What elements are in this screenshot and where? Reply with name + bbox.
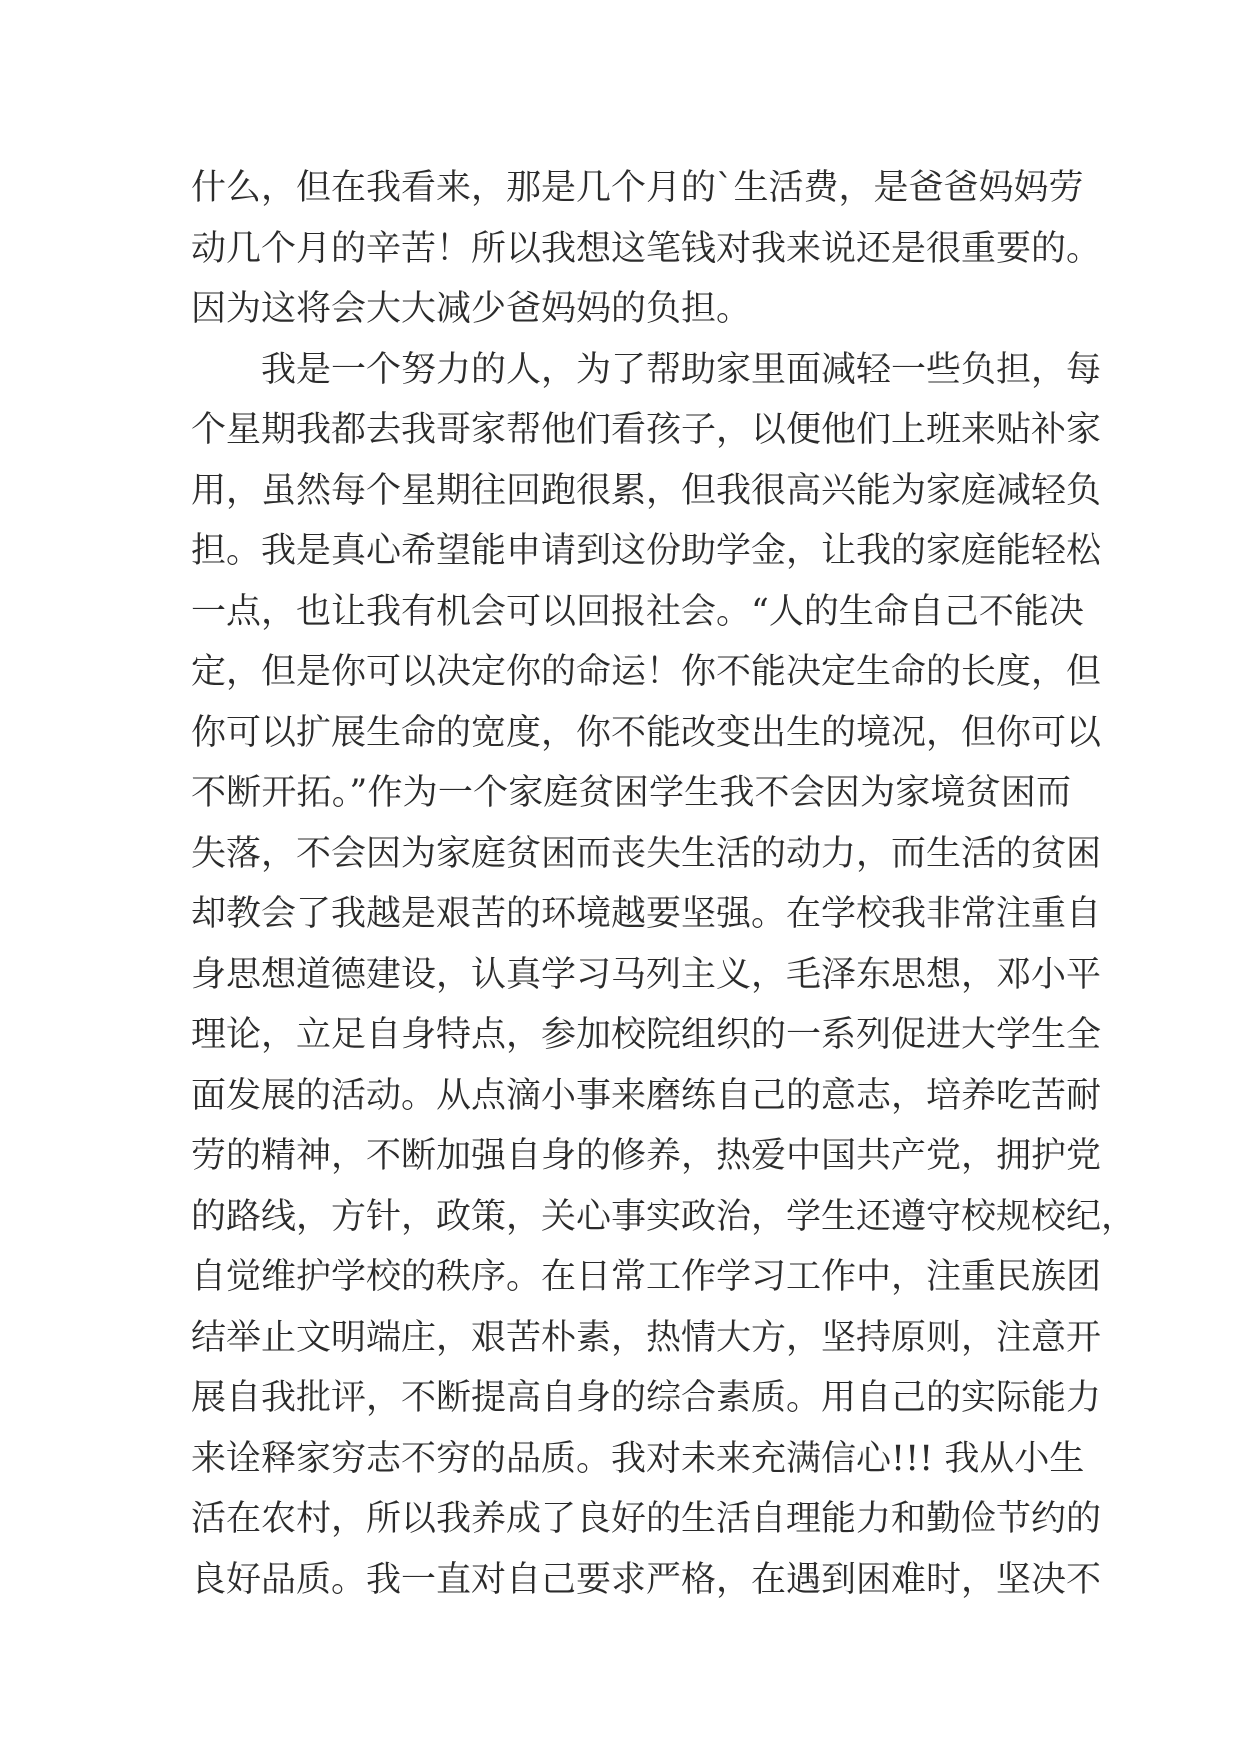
text-line: 活在农村，所以我养成了良好的生活自理能力和勤俭节约的 xyxy=(191,1499,1102,1539)
text-line: 动几个月的辛苦！所以我想这笔钱对我来说还是很重要的。 xyxy=(191,228,1102,269)
text-line: 什么，但在我看来，那是几个月的`生活费，是爸爸妈妈劳 xyxy=(191,168,1084,208)
text-line: 劳的精神，不断加强自身的修养，热爱中国共产党，拥护党 xyxy=(191,1136,1102,1176)
text-line: 却教会了我越是艰苦的环境越要坚强。在学校我非常注重自 xyxy=(191,894,1102,934)
text-line: 担。我是真心希望能申请到这份助学金，让我的家庭能轻松 xyxy=(191,531,1102,571)
text-line: 一点，也让我有机会可以回报社会。“人的生命自己不能决 xyxy=(191,591,1084,632)
text-line: 展自我批评，不断提高自身的综合素质。用自己的实际能力 xyxy=(191,1378,1102,1418)
text-line: 来诠释家穷志不穷的品质。我对未来充满信心!!! 我从小生 xyxy=(191,1438,1085,1479)
text-line: 身思想道德建设，认真学习马列主义，毛泽东思想，邓小平 xyxy=(191,954,1102,995)
text-line: 因为这将会大大减少爸妈妈的负担。 xyxy=(191,289,752,329)
text-line: 自觉维护学校的秩序。在日常工作学习工作中，注重民族团 xyxy=(191,1257,1102,1297)
text-line: 的路线，方针，政策，关心事实政治，学生还遵守校规校纪， xyxy=(191,1196,1137,1237)
text-line: 你可以扩展生命的宽度，你不能改变出生的境况，但你可以 xyxy=(191,712,1102,753)
text-line: 失落，不会因为家庭贫困而丧失生活的动力，而生活的贫困 xyxy=(191,833,1102,874)
text-line: 面发展的活动。从点滴小事来磨练自己的意志，培养吃苦耐 xyxy=(191,1075,1102,1116)
text-line: 个星期我都去我哥家帮他们看孩子，以便他们上班来贴补家 xyxy=(191,410,1102,450)
text-line: 结举止文明端庄，艰苦朴素，热情大方，坚持原则，注意开 xyxy=(191,1317,1102,1358)
text-line: 理论，立足自身特点，参加校院组织的一系列促进大学生全 xyxy=(191,1015,1102,1055)
body-text xyxy=(191,158,1137,1610)
text-line: 良好品质。我一直对自己要求严格，在遇到困难时，坚决不 xyxy=(191,1559,1102,1600)
text-line-indented: 我是一个努力的人，为了帮助家里面减轻一些负担，每 xyxy=(261,349,1102,390)
text-line: 不断开拓。”作为一个家庭贫困学生我不会因为家境贫困而 xyxy=(191,773,1071,813)
text-line: 用，虽然每个星期往回跑很累，但我很高兴能为家庭减轻负 xyxy=(191,470,1102,511)
text-line: 定，但是你可以决定你的命运！你不能决定生命的长度，但 xyxy=(191,652,1102,692)
